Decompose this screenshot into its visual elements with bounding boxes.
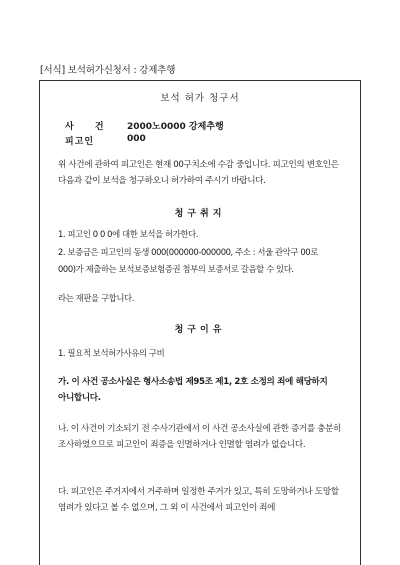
purpose-item-2-line-2: 000)가 제출하는 보석보증보험증권 첨부의 보증서로 갈음할 수 있다.: [58, 264, 294, 274]
intro-paragraph: 위 사건에 관하여 피고인은 현재 00구치소에 수감 중입니다. 피고인의 변호인은 다음과 같이 보석을 청구하오니 허가하여 주시기 바랍니다.: [58, 160, 339, 186]
purpose-closing: 라는 재판을 구합니다.: [58, 293, 134, 303]
document-title: 보석 허가 청구서: [160, 93, 240, 104]
purpose-item-2-line-1: 2. 보증금은 피고인의 동생 000(000000-000000, 주소 : 서울 관악구 00로: [58, 247, 318, 257]
reason-paragraph-ga: 가. 이 사건 공소사실은 형사소송법 제95조 제1, 2호 소정의 죄에 해당하지 아니합니다.: [58, 377, 328, 403]
form-caption: [서식] 보석허가신청서 : 강제추행: [40, 65, 176, 76]
purpose-heading: 청구취지: [174, 209, 226, 219]
defendant-value: 000: [127, 134, 146, 144]
case-label: 사 건: [65, 122, 113, 132]
reason-subheading-1: 1. 필요적 보석허가사유의 구비: [58, 348, 165, 358]
purpose-item-1: 1. 피고인 0 0 0에 대한 보석을 허가한다.: [58, 229, 199, 239]
case-value: 2000노0000 강제추행: [127, 122, 224, 132]
reason-paragraph-da: 다. 피고인은 주거지에서 거주하며 일정한 주거가 있고, 특히 도망하거나 도망할 염려가 있다고 볼 수 없으며, 그 외 이 사건에서 피고인이 죄에: [58, 487, 339, 513]
defendant-label: 피고인: [65, 137, 95, 147]
document-frame: [39, 80, 361, 565]
reason-paragraph-na: 나. 이 사건이 기소되기 전 수사기관에서 이 사건 공소사실에 관한 증거를 충분히 조사하였으므로 피고인이 죄증을 인멸하거나 인멸할 염려가 없습니다.: [58, 424, 342, 450]
reasons-heading: 청구이유: [174, 325, 226, 335]
